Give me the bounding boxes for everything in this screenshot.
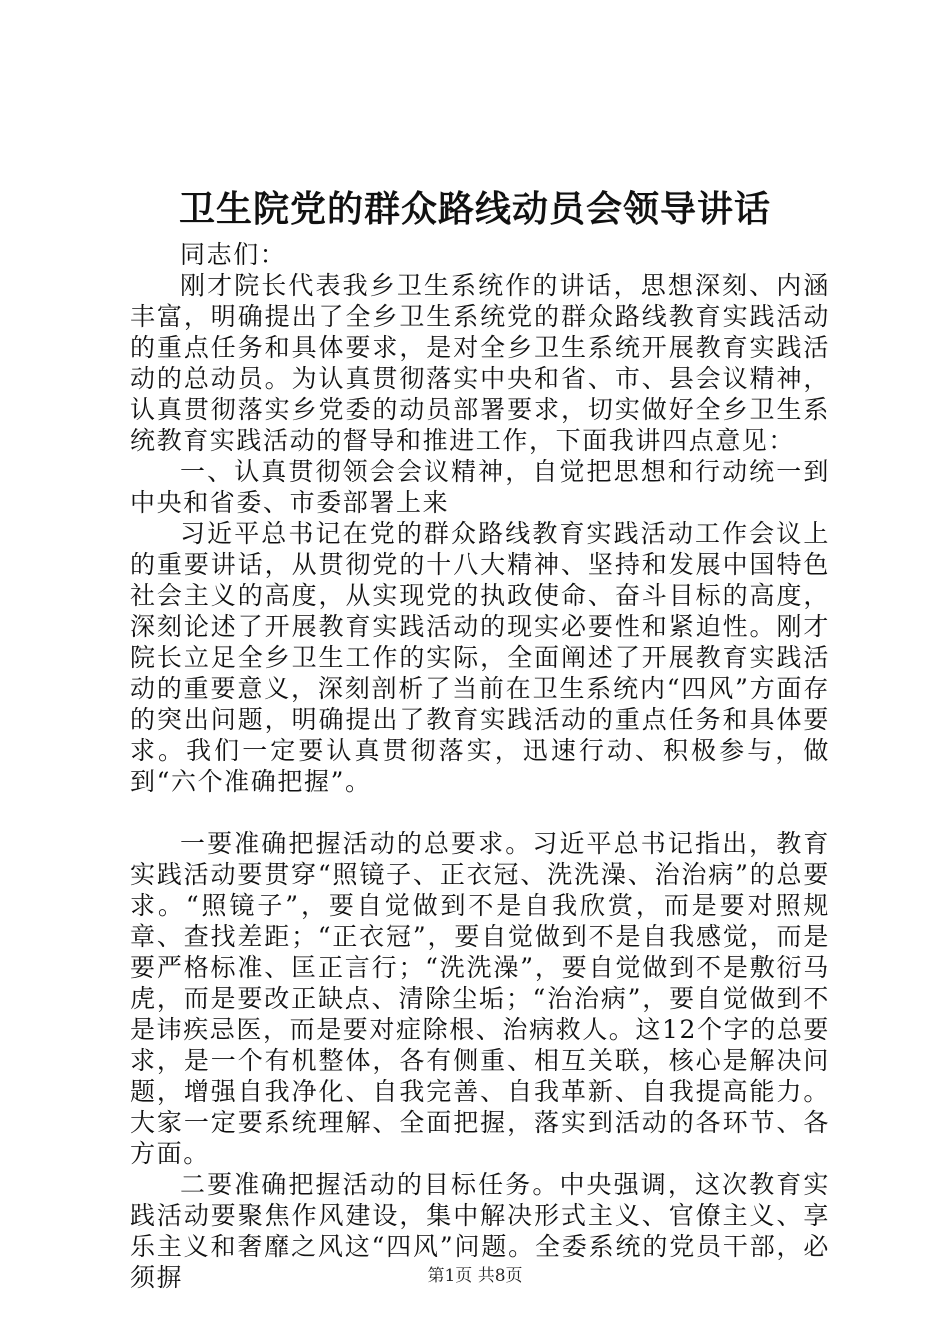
document-title: 卫生院党的群众路线动员会领导讲话 — [178, 188, 771, 230]
intro-paragraph: 刚才院长代表我乡卫生系统作的讲话，思想深刻、内涵丰富，明确提出了全乡卫生系统党的群众路线教育实践活动的重点任务和具体要求，是对全乡卫生系统开展教育实践活动的总动员。为认真贯彻落实中央和省、市、县会议精神，认真贯彻落实乡党委的动员部署要求，切实做好全乡卫生系统教育实践活动的督导和推进工作，下面我讲四点意见： — [130, 271, 830, 455]
page-number-footer: 第1页 共8页 — [427, 1266, 523, 1286]
body-paragraph: 一要准确把握活动的总要求。习近平总书记指出，教育实践活动要贯穿“照镜子、正衣冠、洗洗澡、治治病”的总要求。“照镜子”，要自觉做到不是自我欣赏，而是要对照规章、查找差距；“正衣冠”，要自觉做到不是自我感觉，而是要严格标准、匡正言行；“洗洗澡”，要自觉做到不是敷衍马虎，而是要改正缺点、清除尘垢；“治治病”，要自觉做到不是讳疾忌医，而是要对症除根、治病救人。这12个字的总要求，是一个有机整体，各有侧重、相互关联，核心是解决问题，增强自我净化、自我完善、自我革新、自我提高能力。大家一定要系统理解、全面把握，落实到活动的各环节、各方面。 — [130, 829, 831, 1168]
section-heading-1: 一、认真贯彻领会会议精神，自觉把思想和行动统一到中央和省委、市委部署上来 — [130, 457, 830, 517]
salutation-paragraph: 同志们： — [180, 240, 287, 269]
document-body — [130, 239, 830, 1293]
body-paragraph: 习近平总书记在党的群众路线教育实践活动工作会议上的重要讲话，从贯彻党的十八大精神、坚持和发展中国特色社会主义的高度，从实现党的执政使命、奋斗目标的高度，深刻论述了开展教育实践活动的现实必要性和紧迫性。刚才院长立足全乡卫生工作的实际，全面阐述了开展教育实践活动的重要意义，深刻剖析了当前在卫生系统内“四风”方面存的突出问题，明确提出了教育实践活动的重点任务和具体要求。我们一定要认真贯彻落实，迅速行动、积极参与，做到“六个准确把握”。 — [130, 519, 830, 796]
body-paragraph: 二要准确把握活动的目标任务。中央强调，这次教育实践活动要聚焦作风建设，集中解决形式主义、官僚主义、享乐主义和奢靡之风这“四风”问题。全委系统的党员干部，必须摒 — [130, 1170, 830, 1292]
